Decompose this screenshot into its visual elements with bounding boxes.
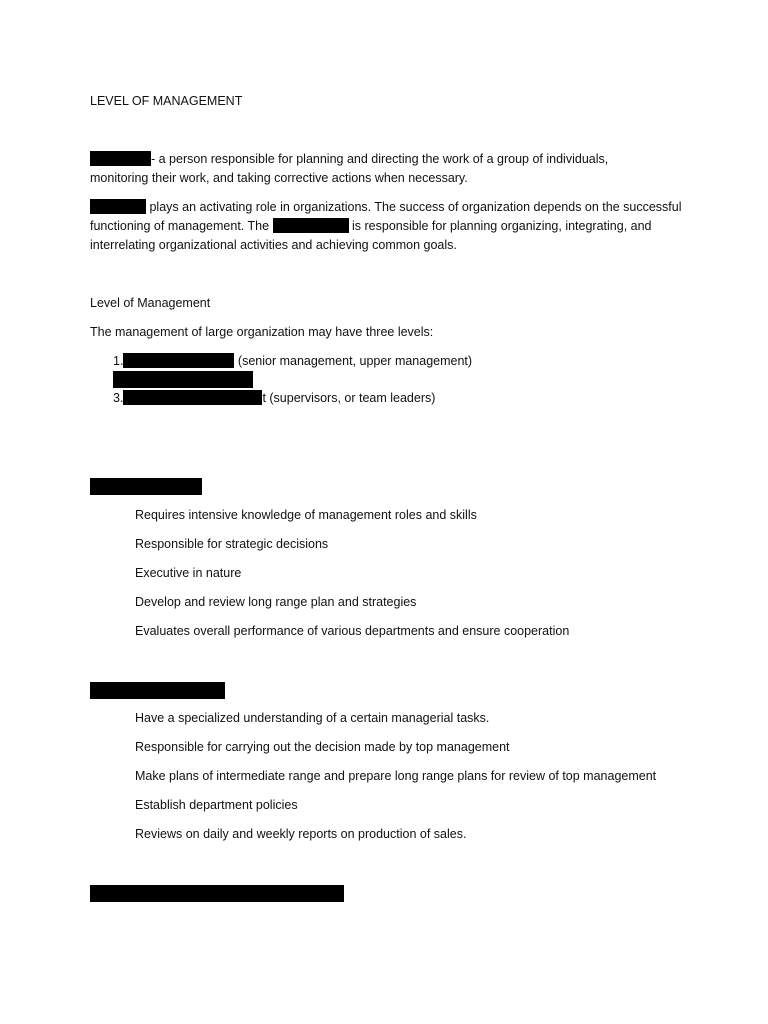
list-item: Executive in nature <box>135 566 242 580</box>
list-number: 1. <box>113 354 124 368</box>
definition-line-2: monitoring their work, and taking corrective actions when necessary. <box>90 171 468 185</box>
role-text-2a: functioning of management. The <box>90 219 273 233</box>
definition-line-1 <box>90 150 608 169</box>
definition-text-1: - a person responsible for planning and directing the work of a group of individuals, <box>151 152 609 166</box>
redacted-section-heading <box>90 885 344 902</box>
role-line-2 <box>90 217 652 236</box>
list-item: Requires intensive knowledge of management roles and skills <box>135 508 477 522</box>
list-item-text: (senior management, upper management) <box>234 354 473 368</box>
redacted-section-heading <box>90 478 202 495</box>
redacted-block <box>90 151 151 166</box>
redacted-list-item-2 <box>113 371 253 388</box>
levels-list-item-3 <box>113 389 435 408</box>
role-text-1: plays an activating role in organizations. The success of organization depends on the successful <box>146 200 682 214</box>
list-number: 3. <box>113 391 124 405</box>
list-item: Develop and review long range plan and strategies <box>135 595 417 609</box>
list-item: Evaluates overall performance of various departments and ensure cooperation <box>135 624 570 638</box>
list-item: Reviews on daily and weekly reports on production of sales. <box>135 827 467 841</box>
list-item: Responsible for carrying out the decision made by top management <box>135 740 510 754</box>
redacted-block <box>123 353 234 368</box>
levels-intro: The management of large organization may have three levels: <box>90 325 434 339</box>
list-item: Establish department policies <box>135 798 298 812</box>
levels-heading: Level of Management <box>90 296 211 310</box>
list-item: Responsible for strategic decisions <box>135 537 329 551</box>
redacted-block <box>123 390 262 405</box>
list-item: Make plans of intermediate range and prepare long range plans for review of top management <box>135 769 657 783</box>
list-item-text: t (supervisors, or team leaders) <box>262 391 436 405</box>
role-line-3: interrelating organizational activities and achieving common goals. <box>90 238 457 252</box>
redacted-section-heading <box>90 682 225 699</box>
role-line-1 <box>90 198 682 217</box>
document-title: LEVEL OF MANAGEMENT <box>90 94 243 108</box>
list-item: Have a specialized understanding of a certain managerial tasks. <box>135 711 490 725</box>
role-text-2b: is responsible for planning organizing, integrating, and <box>348 219 652 233</box>
redacted-block <box>273 218 349 233</box>
levels-list-item-1 <box>113 352 472 371</box>
redacted-block <box>90 199 146 214</box>
